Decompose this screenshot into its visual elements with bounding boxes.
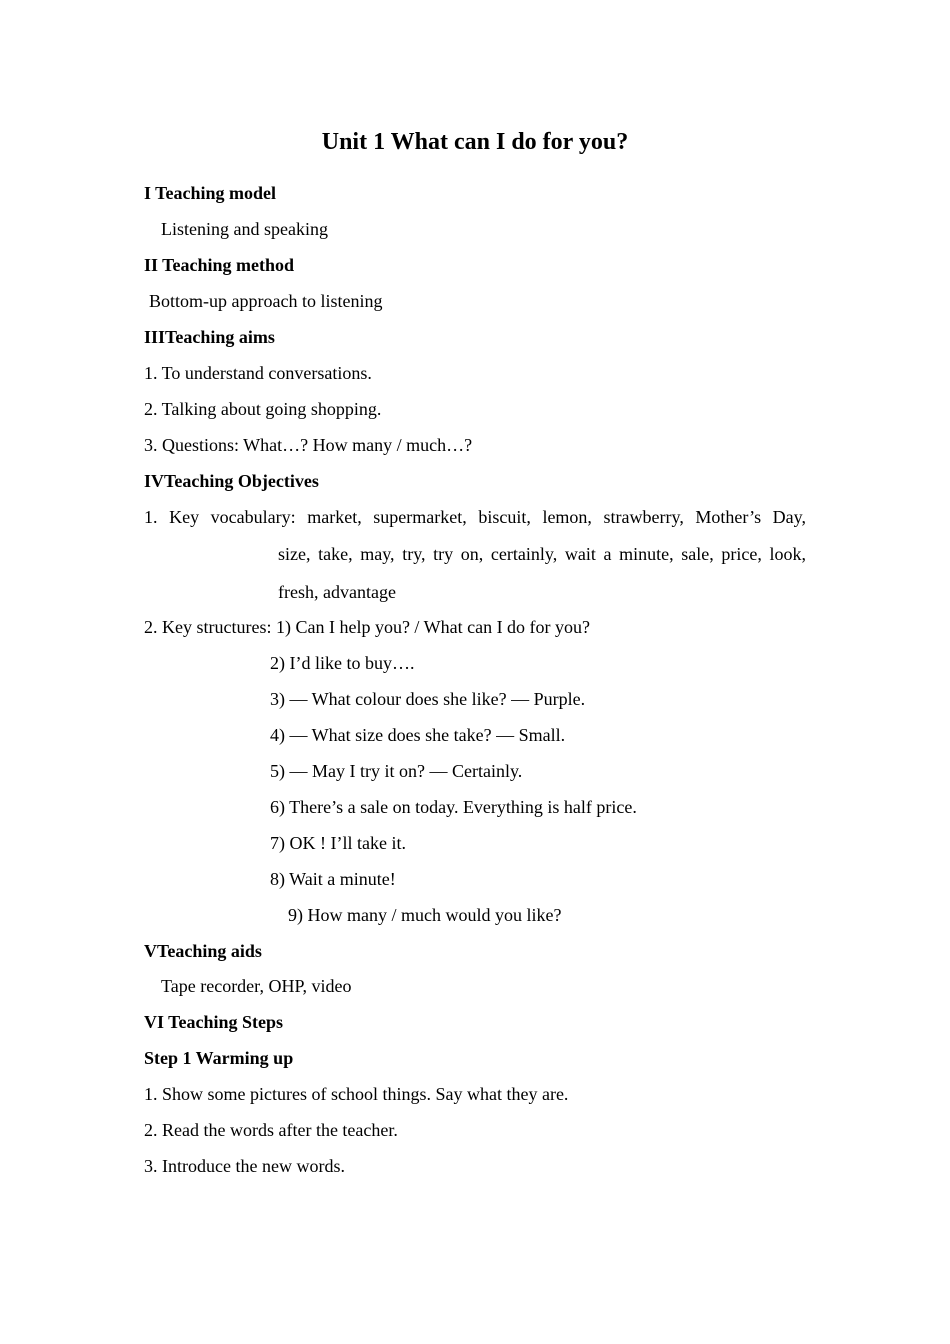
- section-heading-teaching-objectives: IVTeaching Objectives: [144, 471, 319, 491]
- step1-item: 1. Show some pictures of school things. Say what they are.: [144, 1084, 569, 1104]
- aims-item: 3. Questions: What…? How many / much…?: [144, 435, 473, 455]
- key-structure-item: 9) How many / much would you like?: [288, 905, 562, 925]
- key-structure-item: 2) I’d like to buy….: [270, 653, 415, 673]
- step1-item: 3. Introduce the new words.: [144, 1156, 345, 1176]
- section-heading-teaching-method: II Teaching method: [144, 255, 295, 275]
- teaching-method-text: Bottom-up approach to listening: [149, 291, 383, 311]
- section-heading-teaching-model: I Teaching model: [144, 183, 277, 203]
- aims-item: 1. To understand conversations.: [144, 363, 372, 383]
- section-heading-teaching-steps: VI Teaching Steps: [144, 1012, 284, 1032]
- step1-item: 2. Read the words after the teacher.: [144, 1120, 398, 1140]
- teaching-aids-text: Tape recorder, OHP, video: [161, 976, 352, 996]
- vocabulary-line: 1. Key vocabulary: market, supermarket, biscuit, lemon, strawberry, Mother’s Day,: [144, 507, 806, 527]
- key-structure-item: 4) — What size does she take? — Small.: [270, 725, 566, 745]
- key-structure-item: 3) — What colour does she like? — Purple.: [270, 689, 586, 709]
- section-heading-teaching-aims: IIITeaching aims: [144, 327, 275, 347]
- key-structure-item: 7) OK ! I’ll take it.: [270, 833, 406, 853]
- vocabulary-line: fresh, advantage: [278, 582, 396, 602]
- aims-item: 2. Talking about going shopping.: [144, 399, 382, 419]
- key-structure-item: 8) Wait a minute!: [270, 869, 396, 889]
- vocabulary-line: size, take, may, try, try on, certainly, wait a minute, sale, price, look,: [278, 544, 806, 564]
- key-structures-label: 2. Key structures: 1) Can I help you? / What can I do for you?: [144, 617, 591, 637]
- key-structure-item: 6) There’s a sale on today. Everything is half price.: [270, 797, 637, 817]
- page-title: Unit 1 What can I do for you?: [321, 129, 629, 155]
- key-structure-item: 5) — May I try it on? — Certainly.: [270, 761, 523, 781]
- teaching-model-text: Listening and speaking: [161, 219, 328, 239]
- section-heading-teaching-aids: VTeaching aids: [144, 941, 262, 961]
- step1-heading: Step 1 Warming up: [144, 1048, 294, 1068]
